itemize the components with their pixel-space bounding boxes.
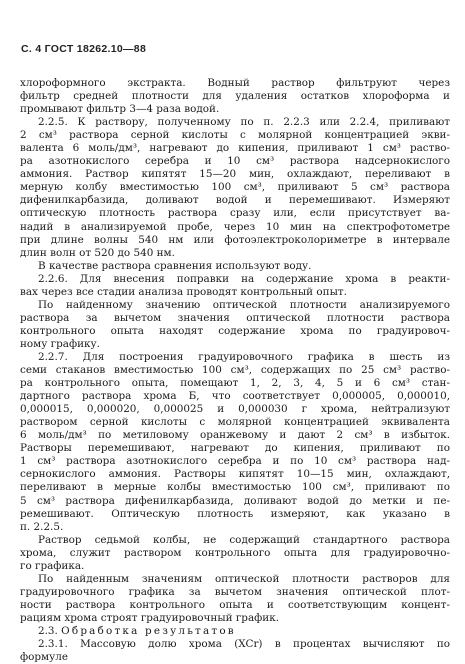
text-line: 1 см³ раствора азотнокислого серебра и по 10 см³ раствора над- [20,455,450,468]
text-line: хлороформного экстракта. Водный раствор фильтруют через [20,77,450,89]
text-line: ра азотнокислого серебра и 10 см³ раствора надсернокислого [20,155,450,168]
text-line: 6 моль/дм³ по метиловому оранжевому и дают 2 см³ в избыток. [20,429,450,442]
text-line: 2.3.1. Массовую долю хрома (XCr) в процентах вычисляют по [38,638,450,651]
text-line: градуировочного графика за вычетом значения оптической плот- [20,585,450,598]
text-line: семи стаканов вместимостью 100 см³, содержащих по 25 см³ раство- [20,364,450,377]
text-line: 2.2.6. Для внесения поправки на содержание хрома в реакти- [38,272,450,285]
text-line: длин волн от 520 до 540 нм. [20,246,175,259]
text-line: дифенилкарбазида, доливают водой и перемешивают. Измеряют [20,194,450,207]
text-line: По найденному значению оптической плотности анализируемого [38,298,450,311]
text-line: контрольного опыта находят содержание хрома по градуировоч- [20,324,450,337]
text-line: ному графику. [20,337,100,350]
text-line: фильтр средней плотности для удаления остатков хлороформа и [20,90,450,103]
text-line: промывают фильтр 3—4 раза водой. [20,103,220,116]
text-line: ности раствора контрольного опыта и соответствующим концент- [20,598,450,611]
text-line: хрома, служит раствором контрольного опыта для градуировочно- [20,546,450,559]
text-line: дартного раствора хрома Б, что соответствует 0,000005, 0,000010, [20,390,450,403]
text-line: аммония. Раствор кипятят 15—20 мин, охлаждают, переливают в [20,168,450,181]
text-line: ра контрольного опыта, помещают 1, 2, 3, 4, 5 и 6 см³ стан- [20,377,450,390]
text-line: п. 2.2.5. [20,520,64,533]
text-line: Раствор седьмой колбы, не содержащий стандартного раствора [38,533,450,546]
text-line: мерную колбу вместимостью 100 см³, приливают 5 см³ раствора [20,181,450,194]
text-line: при длине волны 540 нм или фотоэлектроколориметре в интервале [20,233,450,246]
text-line: 2.3. Обработка результатов [38,624,236,637]
text-line: переливают в мерные колбы вместимостью 100 см³, приливают по [20,481,450,494]
text-line: оптическую плотность раствора сразу или, если присутствует ва- [20,207,450,220]
text-line: формуле [20,651,68,664]
text-line: 2.2.5. К раствору, полученному по п. 2.2.3 или 2.2.4, приливают [38,116,450,129]
text-line: 0,000015, 0,000020, 0,000025 и 0,000030 г хрома, нейтрализуют [20,403,450,416]
text-line: Растворы перемешивают, нагревают до кипения, приливают по [20,442,450,455]
text-line: раствора за вычетом значения оптической плотности раствора [20,311,450,324]
text-line: сернокислого аммония. Растворы кипятят 10—15 мин, охлаждают, [20,468,450,481]
text-line: вах через все стадии анализа проводят контрольный опыт. [20,285,347,298]
text-line: По найденным значениям оптической плотности растворов для [38,572,450,585]
text-line: го графика. [20,559,85,572]
page-header: С. 4 ГОСТ 18262.10—88 [21,43,147,55]
text-line: надий в анализируемой пробе, через 10 мин на спектрофотометре [20,220,450,233]
text-line: раствором серной кислоты с молярной концентрацией эквивалента [20,416,450,429]
text-line: 5 см³ раствора дифенилкарбазида, доливают водой до метки и пе- [20,494,450,507]
text-line: 2 см³ раствора серной кислоты с молярной концентрацией экви- [20,129,450,142]
text-line: рациям хрома строят градуировочный график. [20,611,279,624]
body-text [20,77,450,664]
text-line: ремешивают. Оптическую плотность измеряют, как указано в [20,507,450,520]
text-line: 2.2.7. Для построения градуировочного графика в шесть из [38,350,450,363]
text-line: валента 6 моль/дм³, нагревают до кипения, приливают 1 см³ раство- [20,142,450,155]
text-line: В качестве раствора сравнения используют воду. [38,259,312,272]
